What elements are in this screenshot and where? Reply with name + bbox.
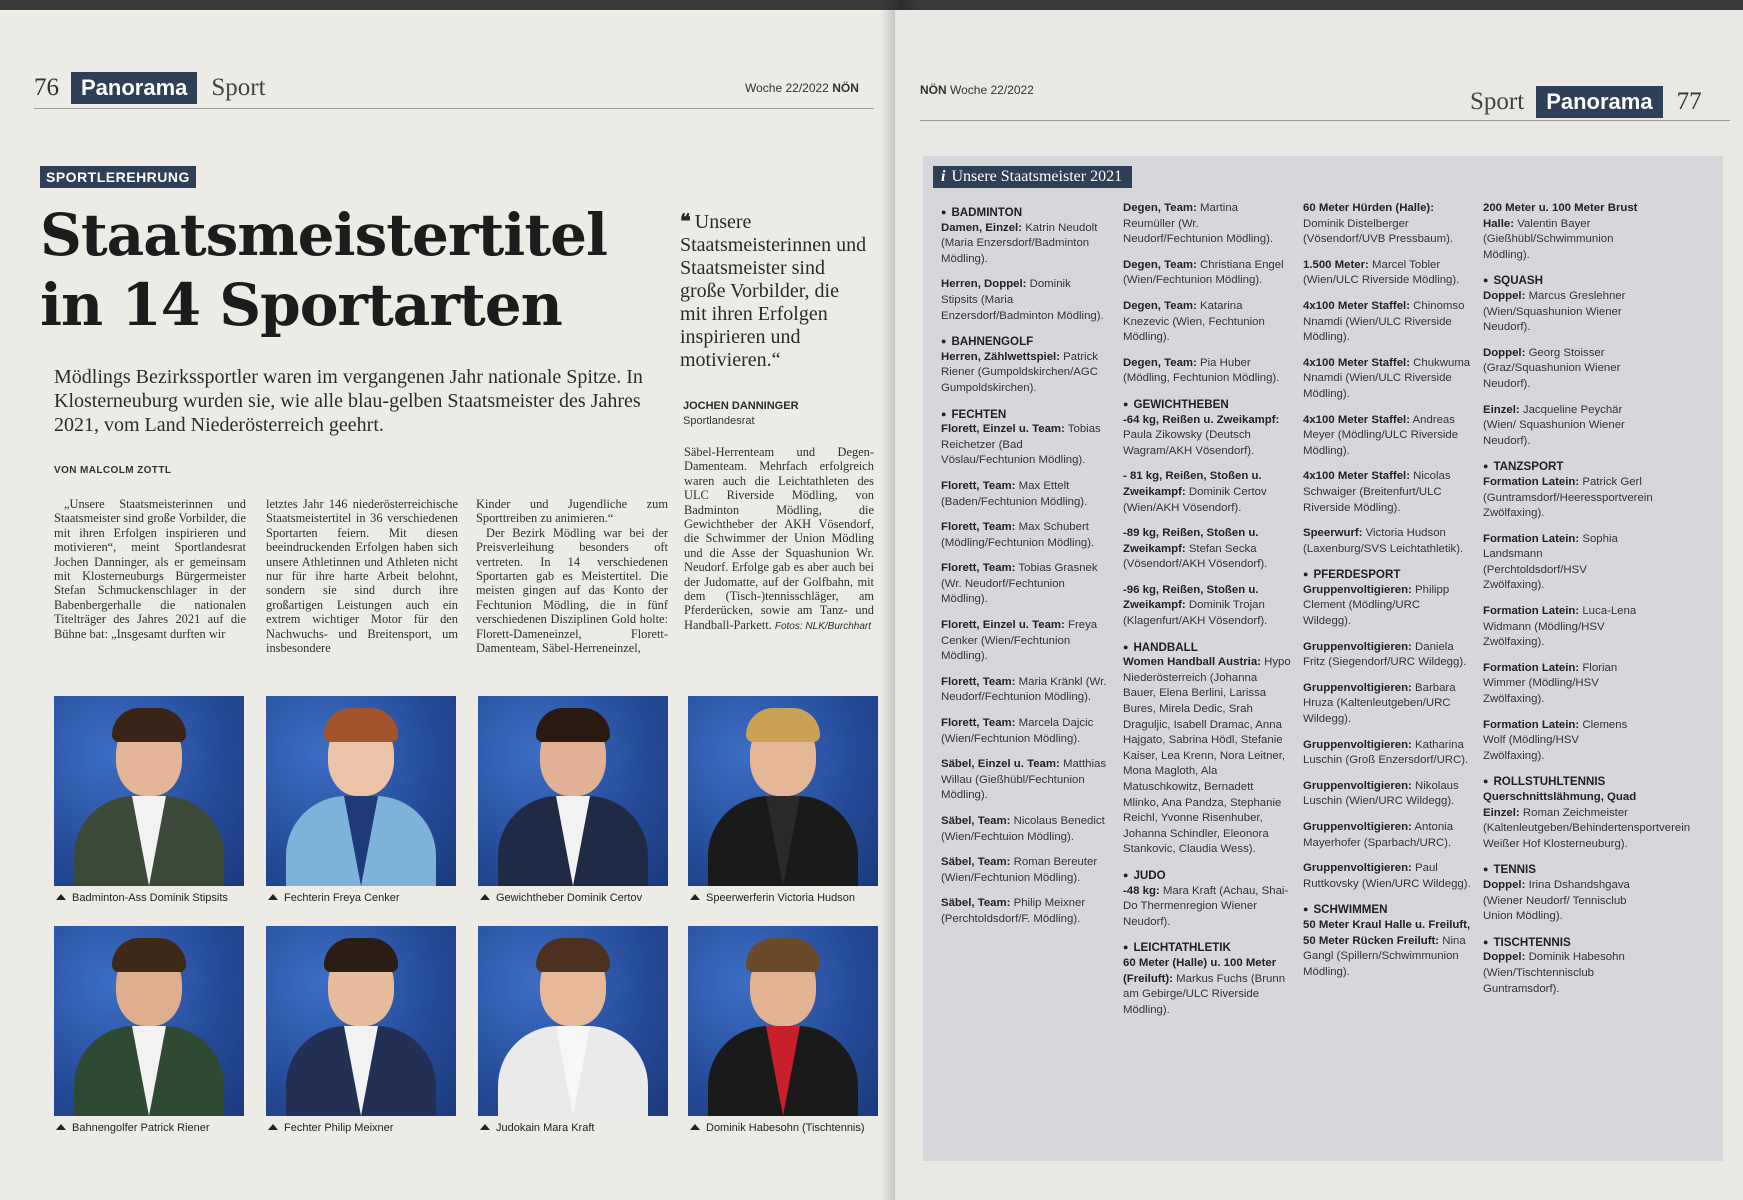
champion-entry: [1303, 469, 1471, 516]
champion-name: Marcela Dajcic (Wien/Fechtunion Mödling).: [941, 717, 1094, 745]
champion-name: Pia Huber (Mödling, Fechtunion Mödling).: [1123, 356, 1280, 385]
champion-name: Chukwuma Nnamdi (Wien/ULC Riverside Mödling).: [1303, 356, 1471, 400]
champion-entry: [1483, 289, 1643, 336]
champion-name: Roman Bereuter (Wien/Fechtunion Mödling).: [941, 856, 1098, 884]
caption-text: Dominik Habesohn (Tischtennis): [706, 1122, 865, 1134]
photo-caption: [690, 1122, 865, 1134]
champion-name: Katarina Knezevic (Wien, Fechtunion Mödling).: [1123, 299, 1265, 344]
champion-name: Matthias Willau (Gießhübl/Fechtunion Mödling).: [941, 758, 1107, 802]
discipline-label: Florett, Einzel u. Team:: [941, 423, 1065, 436]
champions-column: [1123, 201, 1291, 1028]
athlete-photo: [688, 926, 878, 1116]
discipline-label: Gruppenvoltigieren:: [1303, 583, 1412, 596]
sport-category: ● BAHNENGOLF: [941, 334, 1109, 350]
discipline-label: Doppel:: [1483, 346, 1526, 359]
photo-hair: [112, 938, 186, 972]
right-page-header: [1470, 82, 1702, 122]
athlete-photo: [266, 926, 456, 1116]
info-icon: i: [941, 168, 946, 185]
sport-category: ● BADMINTON: [941, 205, 1109, 221]
champion-name: Sophia Landsmann (Perchtoldsdorf/HSV Zwölfaxing).: [1483, 532, 1618, 592]
article-text: Der Bezirk Mödling war bei der Preisverleihung besonders oft vertreten. In 14 verschiedenen Sportarten gab es Meistertitel. Die meisten gingen auf das Konto der Fechtunion Mödling, die in fünf verschiedenen Disziplinen Gold holte: Florett-Dameneinzel, Florett-Damenteam, Säbel-Herreneinzel,: [476, 525, 668, 656]
champion-name: Georg Stoisser (Graz/Squashunion Wiener Neudorf).: [1483, 346, 1621, 390]
champion-name: Katharina Luschin (Groß Enzersdorf/URC).: [1303, 738, 1469, 767]
photo-caption: [56, 892, 228, 904]
sport-category: ● SCHWIMMEN: [1303, 902, 1471, 918]
champion-entry: [1303, 413, 1471, 460]
champion-entry: [1123, 201, 1291, 248]
discipline-label: Säbel, Team:: [941, 897, 1011, 910]
champion-entry: [941, 896, 1109, 927]
byline: VON MALCOLM ZOTTL: [54, 465, 172, 476]
discipline-label: -48 kg:: [1123, 884, 1160, 897]
box-title: [933, 166, 1132, 188]
champion-entry: [941, 520, 1109, 551]
caption-arrow-icon: [268, 1124, 278, 1130]
champion-entry: [941, 814, 1109, 845]
discipline-label: Florett, Team:: [941, 521, 1016, 534]
section-label: Panorama: [71, 72, 197, 104]
champion-entry: [1303, 640, 1471, 671]
champions-column: [1483, 201, 1691, 1007]
lead-paragraph: Mödlings Bezirkssportler waren im vergangenen Jahr nationale Spitze. In Klosterneuburg wurden sie, wie alle blau-gelben Staatsmeister des Jahres 2021, vom Land Niederösterreich geehrt.: [54, 366, 643, 436]
champion-entry: [1483, 532, 1643, 594]
discipline-label: Florett, Team:: [941, 717, 1016, 730]
discipline-label: -96 kg, Reißen, Stoßen u. Zweikampf:: [1123, 583, 1259, 612]
photo-hair: [536, 708, 610, 742]
sport-category: ● SQUASH: [1483, 273, 1643, 289]
champion-name: Jacqueline Peychär (Wien/ Squashunion Wiener Neudorf).: [1483, 403, 1625, 447]
champion-name: Katrin Neudolt (Maria Enzersdorf/Badminton Mödling).: [941, 221, 1098, 265]
champion-entry: [941, 757, 1109, 804]
photo-hair: [746, 708, 820, 742]
champion-name: Dominik Habesohn (Wien/Tischtennisclub Guntramsdorf).: [1483, 951, 1625, 995]
discipline-label: 200 Meter u. 100 Meter Brust Halle:: [1483, 202, 1638, 230]
brand-logo: NÖN: [832, 81, 859, 95]
champion-name: Patrick Gerl (Guntramsdorf/Heeressportverein Zwölfaxing).: [1483, 475, 1653, 520]
discipline-label: Degen, Team:: [1123, 202, 1197, 214]
champion-entry: [1303, 738, 1471, 769]
champion-name: Florian Wimmer (Mödling/HSV Zwölfaxing).: [1483, 661, 1618, 706]
champion-entry: [1303, 583, 1471, 630]
discipline-label: 4x100 Meter Staffel:: [1303, 470, 1410, 483]
champion-name: Freya Cenker (Wien/Fechtunion Mödling).: [941, 619, 1098, 663]
champion-entry: [1303, 258, 1471, 289]
sport-category: ● TISCHTENNIS: [1483, 935, 1643, 951]
champion-name: Nicolaus Benedict (Wien/Fechtuion Mödling).: [941, 815, 1105, 843]
caption-text: Judokain Mara Kraft: [496, 1122, 595, 1134]
champion-name: Paula Zikowsky (Deutsch Wagram/AKH Vösendorf).: [1123, 429, 1255, 457]
header-rule: [34, 108, 874, 109]
discipline-label: 4x100 Meter Staffel:: [1303, 413, 1410, 426]
discipline-label: Doppel:: [1483, 878, 1526, 891]
caption-arrow-icon: [56, 894, 66, 900]
champions-box: [923, 156, 1723, 1161]
champion-entry: [941, 221, 1109, 268]
champion-name: Max Ettelt (Baden/Fechtunion Mödling).: [941, 479, 1088, 508]
champion-name: Stefan Secka (Vösendorf/AKH Vösendorf).: [1123, 542, 1268, 571]
champion-entry: [941, 350, 1109, 397]
caption-text: Gewichtheber Dominik Certov: [496, 892, 643, 904]
champion-name: Max Schubert (Mödling/Fechtunion Mödling).: [941, 521, 1095, 549]
champion-name: Clemens Wolf (Mödling/HSV Zwölfaxing).: [1483, 718, 1628, 762]
champion-name: Roman Zeichmeister (Kaltenleutgeben/Behindertensportverein Weißer Hof Klosterneuburg).: [1483, 806, 1691, 850]
brand-logo: NÖN: [920, 83, 947, 97]
champion-name: Dominik Distelberger (Vösendorf/UVB Pressbaum).: [1303, 217, 1454, 246]
champion-entry: [941, 479, 1109, 510]
caption-arrow-icon: [690, 894, 700, 900]
issue-week: Woche 22/2022: [745, 81, 829, 95]
caption-arrow-icon: [690, 1124, 700, 1130]
champion-name: Marcus Greslehner (Wien/Squashunion Wiener Neudorf).: [1483, 289, 1626, 334]
caption-text: Fechterin Freya Cenker: [284, 892, 400, 904]
article-text: letztes Jahr 146 niederösterreichische Staatsmeistertitel in 36 verschiedenen Sportarten feiern. Mit diesen beeindruckenden Erfolgen haben sich unsere Athletinnen und Athleten nicht nur für ihre harte Arbeit belohnt, sondern sie sind durch ihre großartigen Leistungen auch ein extrem wichtiger Motor für den Nachwuchs- und Breitensport, um insbesondere: [266, 497, 458, 656]
champion-entry: [1303, 526, 1471, 557]
kicker-label: SPORTLEREHRUNG: [40, 166, 196, 188]
champion-entry: [1303, 820, 1471, 851]
champion-entry: [941, 618, 1109, 665]
discipline-label: Einzel:: [1483, 403, 1520, 416]
discipline-label: Formation Latein:: [1483, 605, 1580, 618]
left-page-header: [34, 68, 266, 108]
photo-hair: [536, 938, 610, 972]
discipline-label: Florett, Team:: [941, 479, 1016, 492]
discipline-label: 60 Meter (Halle) u. 100 Meter (Freiluft):: [1123, 956, 1277, 985]
discipline-label: Formation Latein:: [1483, 661, 1580, 674]
photo-caption: [56, 1122, 210, 1134]
champion-name: Chinomso Nnamdi (Wien/ULC Riverside Mödling).: [1303, 299, 1465, 344]
discipline-label: Damen, Einzel:: [941, 221, 1023, 234]
champion-name: Maria Kränkl (Wr. Neudorf/Fechtunion Mödling).: [941, 675, 1107, 704]
discipline-label: Doppel:: [1483, 289, 1526, 302]
discipline-label: Florett, Team:: [941, 562, 1016, 575]
athlete-photo: [54, 696, 244, 886]
caption-arrow-icon: [268, 894, 278, 900]
header-rule: [920, 120, 1730, 121]
champion-name: Irina Dshandshgava (Wiener Neudorf/ Tennisclub Union Mödling).: [1483, 878, 1630, 923]
champion-entry: [1123, 956, 1291, 1018]
discipline-label: -89 kg, Reißen, Stoßen u. Zweikampf:: [1123, 527, 1259, 555]
discipline-label: Women Handball Austria:: [1123, 656, 1261, 669]
quote-role: Sportlandesrat: [683, 415, 755, 427]
left-page: [0, 10, 895, 1200]
champion-entry: [1123, 526, 1291, 573]
champion-entry: [1303, 918, 1471, 980]
champion-entry: [1303, 299, 1471, 346]
champion-entry: [1303, 861, 1471, 892]
champion-entry: [1483, 403, 1643, 450]
sport-category: ● PFERDESPORT: [1303, 567, 1471, 583]
headline-line: Staatsmeistertitel: [40, 201, 608, 269]
photo-caption: [268, 892, 400, 904]
photo-caption: [480, 1122, 594, 1134]
champion-name: Christiana Engel (Wien/Fechtunion Mödling).: [1123, 258, 1284, 287]
issue-week: Woche 22/2022: [950, 83, 1034, 97]
champion-name: Nicolas Schwaiger (Breitenfurt/ULC Riverside Mödling).: [1303, 470, 1451, 514]
champion-name: Antonia Mayerhofer (Sparbach/URC).: [1303, 821, 1454, 849]
discipline-label: -64 kg, Reißen u. Zweikampf:: [1123, 413, 1280, 426]
champion-entry: [1483, 346, 1643, 393]
discipline-label: Formation Latein:: [1483, 475, 1580, 488]
discipline-label: Säbel, Einzel u. Team:: [941, 758, 1060, 771]
headline-line: in 14 Sportarten: [40, 271, 562, 339]
photo-caption: [690, 892, 855, 904]
discipline-label: Gruppenvoltigieren:: [1303, 640, 1412, 653]
discipline-label: Florett, Team:: [941, 675, 1016, 688]
sport-category: ● FECHTEN: [941, 407, 1109, 423]
champion-name: Barbara Hruza (Kaltenleutgeben/URC Wildegg).: [1303, 681, 1456, 726]
discipline-label: 60 Meter Hürden (Halle):: [1303, 202, 1435, 214]
champion-name: Dominik Certov (Wien/AKH Vösendorf).: [1123, 485, 1267, 514]
caption-arrow-icon: [56, 1124, 66, 1130]
champion-entry: [1483, 718, 1643, 765]
section-label: Panorama: [1536, 86, 1662, 118]
champion-name: Mara Kraft (Achau, Shai-Do Thermenregion Wiener Neudorf).: [1123, 884, 1289, 928]
champion-entry: [1303, 356, 1471, 403]
champion-entry: [1483, 201, 1643, 263]
champion-name: Nina Gangl (Spillern/Schwimmunion Mödling).: [1303, 934, 1466, 978]
photo-hair: [324, 938, 398, 972]
discipline-label: Formation Latein:: [1483, 532, 1580, 545]
champion-entry: [941, 855, 1109, 886]
discipline-label: Gruppenvoltigieren:: [1303, 779, 1412, 792]
photo-hair: [324, 708, 398, 742]
champion-name: Philip Meixner (Perchtoldsdorf/F. Mödling).: [941, 897, 1086, 925]
article-text: Kinder und Jugendliche zum Sporttreiben zu animieren.“: [476, 497, 668, 526]
discipline-label: 4x100 Meter Staffel:: [1303, 299, 1410, 312]
article-column-1: [54, 497, 246, 641]
page-number: 77: [1676, 88, 1702, 115]
champion-name: Dominik Trojan (Klagenfurt/AKH Vösendorf).: [1123, 599, 1268, 628]
champion-name: Tobias Reichetzer (Bad Vöslau/Fechtunion Mödling).: [941, 423, 1101, 467]
discipline-label: Gruppenvoltigieren:: [1303, 738, 1412, 751]
sport-category: ● JUDO: [1123, 868, 1291, 884]
article-text: [684, 445, 874, 634]
champion-entry: [941, 716, 1109, 747]
champion-entry: [1483, 661, 1643, 708]
champion-entry: [941, 675, 1109, 706]
caption-text: Badminton-Ass Dominik Stipsits: [72, 892, 228, 904]
champion-entry: [1483, 790, 1691, 852]
article-text: „Unsere Staatsmeisterinnen und Staatsmeister sind große Vorbilder, die mit ihren Erfolgen inspirieren und motivieren“, meint Sportlandesrat Jochen Danninger, als er gemeinsam mit Klosterneuburgs Bürgermeister Stefan Schmuckenschlager in der Babenbergerhalle die nationalen Titelträger des Jahres 2021 auf die Bühne bat: „Insgesamt durften wir: [54, 497, 246, 641]
pull-quote: [680, 210, 870, 372]
subsection-label: Sport: [211, 74, 266, 101]
champion-name: Luca-Lena Widmann (Mödling/HSV Zwölfaxing).: [1483, 605, 1637, 649]
quote-text: Unsere Staatsmeisterinnen und Staatsmeister sind große Vorbilder, die mit ihren Erfolgen inspirieren und motivieren.“: [680, 211, 867, 371]
discipline-label: Gruppenvoltigieren:: [1303, 681, 1412, 694]
subsection-label: Sport: [1470, 88, 1525, 115]
article-text-body: Säbel-Herrenteam und Degen-Damenteam. Mehrfach erfolgreich waren auch die Leichtathleten des ULC Riverside Mödling, von Badminton Mödling, die Gewichtheber der AKH Vösendorf, die Schwimmer der Union Mödling und die Asse der Squashunion Wr. Neudorf. Erfolge gab es aber auch bei der Judomatte, auf der Golfbahn, mit dem (Tisch-)tennisschläger, am Pferderücken, sowie am Tanz- und Handball-Parkett.: [684, 445, 874, 632]
champion-name: Hypo Niederösterreich (Johanna Bauer, Elena Berlini, Larissa Bures, Mirela Dedic, Srah Draguljic, Isabell Dramac, Anna Hajgato, Sabrina Hödl, Stefanie Kaiser, Lea Krenn, Nora Leitner, Mona Magloth, Ala Matuschkowitz, Bernadett Mlinko, Ana Pandza, Stephanie Reichl, Yvonne Risenhuber, Johanna Schindler, Eleonora Stankovic, Claudia Wess).: [1123, 656, 1291, 856]
discipline-label: 50 Meter Kraul Halle u. Freiluft, 50 Meter Rücken Freiluft:: [1303, 918, 1471, 947]
sport-category: ● LEICHTATHLETIK: [1123, 940, 1291, 956]
article-column-3: [476, 497, 668, 655]
caption-text: Speerwerferin Victoria Hudson: [706, 892, 855, 904]
discipline-label: Säbel, Team:: [941, 815, 1011, 827]
champion-entry: [1303, 779, 1471, 810]
caption-arrow-icon: [480, 1124, 490, 1130]
champion-entry: [1303, 201, 1471, 248]
athlete-photo: [266, 696, 456, 886]
discipline-label: Herren, Zählwettspiel:: [941, 350, 1060, 363]
champion-entry: [1123, 884, 1291, 931]
headline: [40, 200, 680, 340]
discipline-label: Florett, Einzel u. Team:: [941, 619, 1065, 632]
champion-entry: [1123, 583, 1291, 630]
discipline-label: Degen, Team:: [1123, 299, 1197, 312]
champion-name: Andreas Meyer (Mödling/ULC Riverside Mödling).: [1303, 413, 1459, 457]
sport-category: ● ROLLSTUHLTENNIS: [1483, 774, 1643, 790]
champion-name: Marcel Tobler (Wien/ULC Riverside Mödling).: [1303, 258, 1460, 287]
champion-entry: [1483, 950, 1643, 997]
champion-name: Nikolaus Luschin (Wien/URC Wildegg).: [1303, 779, 1459, 808]
photo-caption: [268, 1122, 393, 1134]
discipline-label: Herren, Doppel:: [941, 278, 1027, 291]
champions-column: [941, 201, 1109, 938]
champion-name: Patrick Riener (Gumpoldskirchen/AGC Gumpoldskirchen).: [941, 350, 1098, 394]
article-column-2: [266, 497, 458, 655]
champion-entry: [941, 422, 1109, 469]
champion-name: Daniela Fritz (Siegendorf/URC Wildegg).: [1303, 640, 1467, 669]
champion-entry: [1123, 469, 1291, 516]
champion-name: Valentin Bayer (Gießhübl/Schwimmunion Mödling).: [1483, 217, 1614, 261]
discipline-label: Degen, Team:: [1123, 258, 1197, 271]
sport-category: ● GEWICHTHEBEN: [1123, 397, 1291, 413]
champion-entry: [941, 561, 1109, 608]
champions-column: [1303, 201, 1471, 990]
champion-name: Philipp Clement (Mödling/URC Wildegg).: [1303, 583, 1450, 628]
discipline-label: 4x100 Meter Staffel:: [1303, 356, 1410, 369]
champion-name: Victoria Hudson (Laxenburg/SVS Leichtathletik).: [1303, 527, 1464, 555]
issue-info: [745, 68, 859, 108]
discipline-label: Degen, Team:: [1123, 356, 1197, 369]
sport-category: ● HANDBALL: [1123, 640, 1291, 656]
caption-arrow-icon: [480, 894, 490, 900]
athlete-photo: [478, 696, 668, 886]
photo-hair: [112, 708, 186, 742]
sport-category: ● TANZSPORT: [1483, 459, 1643, 475]
quote-author: JOCHEN DANNINGER: [683, 400, 799, 412]
caption-text: Bahnengolfer Patrick Riener: [72, 1122, 210, 1134]
discipline-label: Querschnittslähmung, Quad Einzel:: [1483, 791, 1637, 819]
photo-credit: Fotos: NLK/Burchhart: [774, 620, 872, 632]
champion-name: Paul Ruttkovsky (Wien/URC Wildegg).: [1303, 862, 1471, 890]
discipline-label: Formation Latein:: [1483, 718, 1580, 731]
champion-entry: [1123, 356, 1291, 387]
discipline-label: Doppel:: [1483, 951, 1526, 964]
athlete-photo: [478, 926, 668, 1116]
champion-entry: [1123, 655, 1291, 858]
discipline-label: 1.500 Meter:: [1303, 258, 1369, 271]
champion-entry: [941, 277, 1109, 324]
champion-entry: [1483, 878, 1643, 925]
page-number: 76: [34, 74, 59, 101]
champion-entry: [1123, 413, 1291, 460]
champion-entry: [1123, 299, 1291, 346]
discipline-label: Speerwurf:: [1303, 527, 1363, 540]
discipline-label: - 81 kg, Reißen, Stoßen u. Zweikampf:: [1123, 470, 1262, 498]
discipline-label: Gruppenvoltigieren:: [1303, 862, 1412, 875]
discipline-label: Säbel, Team:: [941, 856, 1011, 869]
champion-name: Dominik Stipsits (Maria Enzersdorf/Badminton Mödling).: [941, 278, 1104, 322]
champion-entry: [1123, 258, 1291, 289]
right-page: [895, 10, 1743, 1200]
champion-name: Tobias Grasnek (Wr. Neudorf/Fechtunion Mödling).: [941, 562, 1098, 606]
sport-category: ● TENNIS: [1483, 862, 1643, 878]
athlete-photo: [54, 926, 244, 1116]
article-column-4: [684, 445, 874, 634]
quote-icon: ❝: [680, 209, 691, 233]
athlete-photo: [688, 696, 878, 886]
discipline-label: Gruppenvoltigieren:: [1303, 821, 1412, 833]
photo-hair: [746, 938, 820, 972]
champion-entry: [1303, 681, 1471, 728]
champion-entry: [1483, 604, 1643, 651]
champion-name: Markus Fuchs (Brunn am Gebirge/ULC Riverside Mödling).: [1123, 972, 1286, 1016]
photo-caption: [480, 892, 642, 904]
champion-entry: [1483, 475, 1653, 522]
box-title-text: Unsere Staatsmeister 2021: [951, 168, 1123, 185]
issue-info: [920, 80, 1034, 100]
caption-text: Fechter Philip Meixner: [284, 1122, 394, 1134]
champion-name: Martina Reumüller (Wr. Neudorf/Fechtunion Mödling).: [1123, 202, 1274, 246]
